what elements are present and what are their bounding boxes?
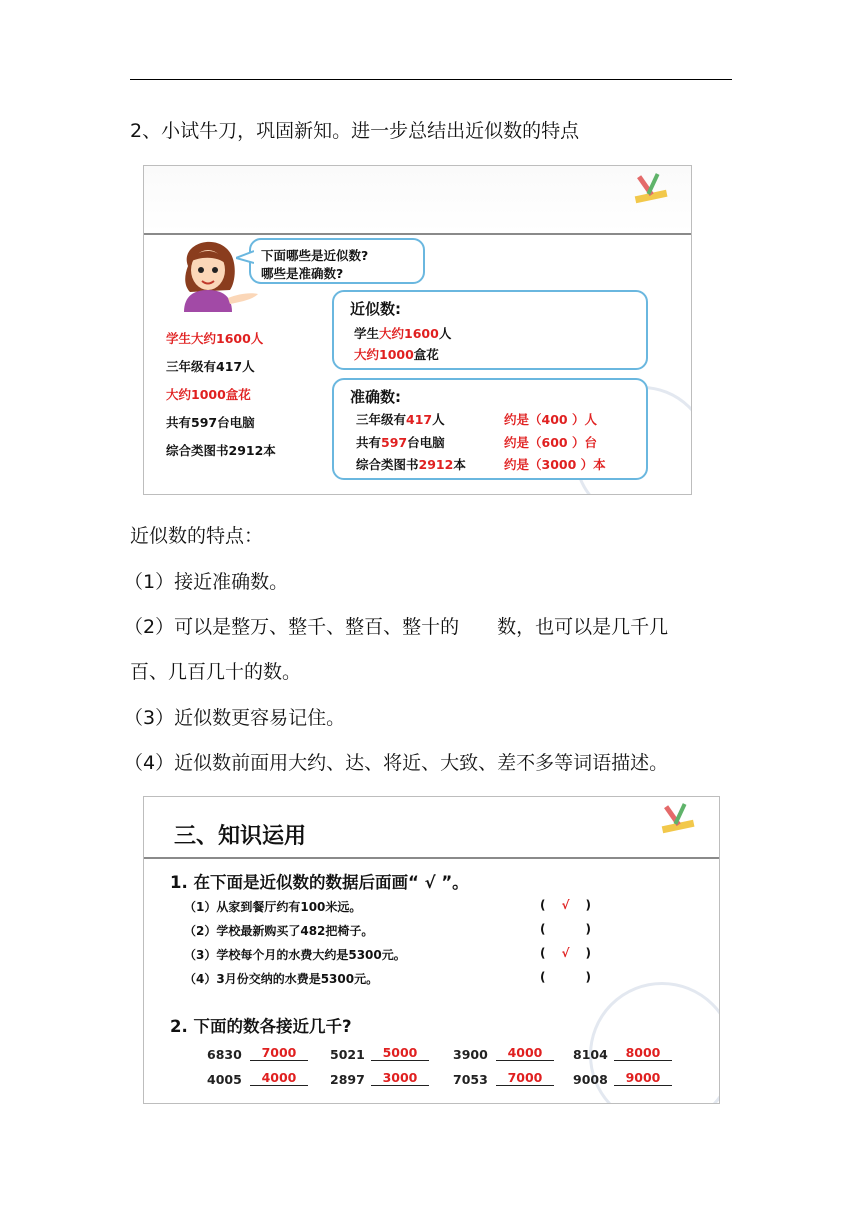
speech-bubble [249,238,425,284]
exact-item: 共有597台电脑 [356,435,445,450]
q1-answer: ( √ ) [540,898,591,912]
feature-4: （4）近似数前面用大约、达、将近、大致、差不多等词语描述。 [124,752,669,774]
slide-header-band [144,166,691,233]
teacher-illustration-icon [170,236,260,312]
q2-number: 8104 [573,1047,608,1062]
rounded-value: 约是（600 ）台 [504,435,597,450]
pencil-ruler-icon [629,171,673,205]
q1-item: （1）从家到餐厅约有100米远。 [184,900,362,914]
list-item: 综合类图书2912本 [166,443,276,458]
q1-item: （2）学校最新购买了482把椅子。 [184,924,374,938]
q2-answer: 4000 [250,1070,308,1086]
list-item: 共有597台电脑 [166,415,255,430]
q2-answer: 7000 [496,1070,554,1086]
q2-answer: 4000 [496,1045,554,1061]
q2-number: 7053 [453,1072,488,1087]
feature-3: （3）近似数更容易记住。 [124,707,346,729]
list-item: 学生大约1600人 [166,331,264,346]
rounded-value: 约是（3000 ）本 [504,457,606,472]
question-1: 1. 在下面是近似数的数据后面画“ √ ”。 [170,873,469,892]
slide-header-rule [144,233,691,235]
header-rule [130,79,732,80]
q2-answer: 9000 [614,1070,672,1086]
box-title: 准确数: [350,388,401,406]
exact-item: 综合类图书2912本 [356,457,466,472]
exact-numbers-box [332,378,648,480]
q1-answer: ( ) [540,922,591,936]
q1-answer: ( ) [540,970,591,984]
pencil-ruler-icon [656,801,700,835]
section-heading: 2、小试牛刀，巩固新知。进一步总结出近似数的特点 [130,120,580,142]
q2-number: 6830 [207,1047,242,1062]
q2-answer: 3000 [371,1070,429,1086]
exact-item: 三年级有417人 [356,412,445,427]
approx-item: 大约1000盒花 [354,347,439,362]
q1-item: （3）学校每个月的水费大约是5300元。 [184,948,406,962]
speech-line: 下面哪些是近似数? [261,248,369,263]
q1-answer: ( √ ) [540,946,591,960]
features-title: 近似数的特点： [130,525,264,547]
list-item: 大约1000盒花 [166,387,251,402]
feature-2-line1: （2）可以是整万、整千、整百、整十的 数，也可以是几千几 [124,616,669,638]
feature-1: （1）接近准确数。 [124,571,289,593]
slide-knowledge-application [143,796,720,1104]
question-2: 2. 下面的数各接近几千? [170,1017,352,1036]
feature-2-line2: 百、几百几十的数。 [130,661,302,683]
slide-approximate-numbers [143,165,692,495]
q2-number: 4005 [207,1072,242,1087]
speech-line: 哪些是准确数? [261,266,344,281]
q2-number: 3900 [453,1047,488,1062]
rounded-value: 约是（400 ）人 [504,412,597,427]
q2-answer: 7000 [250,1045,308,1061]
q2-answer: 5000 [371,1045,429,1061]
q2-number: 9008 [573,1072,608,1087]
approx-item: 学生大约1600人 [354,326,452,341]
q1-item: （4）3月份交纳的水费是5300元。 [184,972,379,986]
approx-numbers-box [332,290,648,370]
list-item: 三年级有417人 [166,359,255,374]
q2-answer: 8000 [614,1045,672,1061]
slide-header-rule [144,857,719,859]
q2-number: 5021 [330,1047,365,1062]
q2-number: 2897 [330,1072,365,1087]
box-title: 近似数: [350,300,401,318]
speech-tail-icon [236,250,254,264]
slide-title: 三、知识运用 [174,824,307,849]
